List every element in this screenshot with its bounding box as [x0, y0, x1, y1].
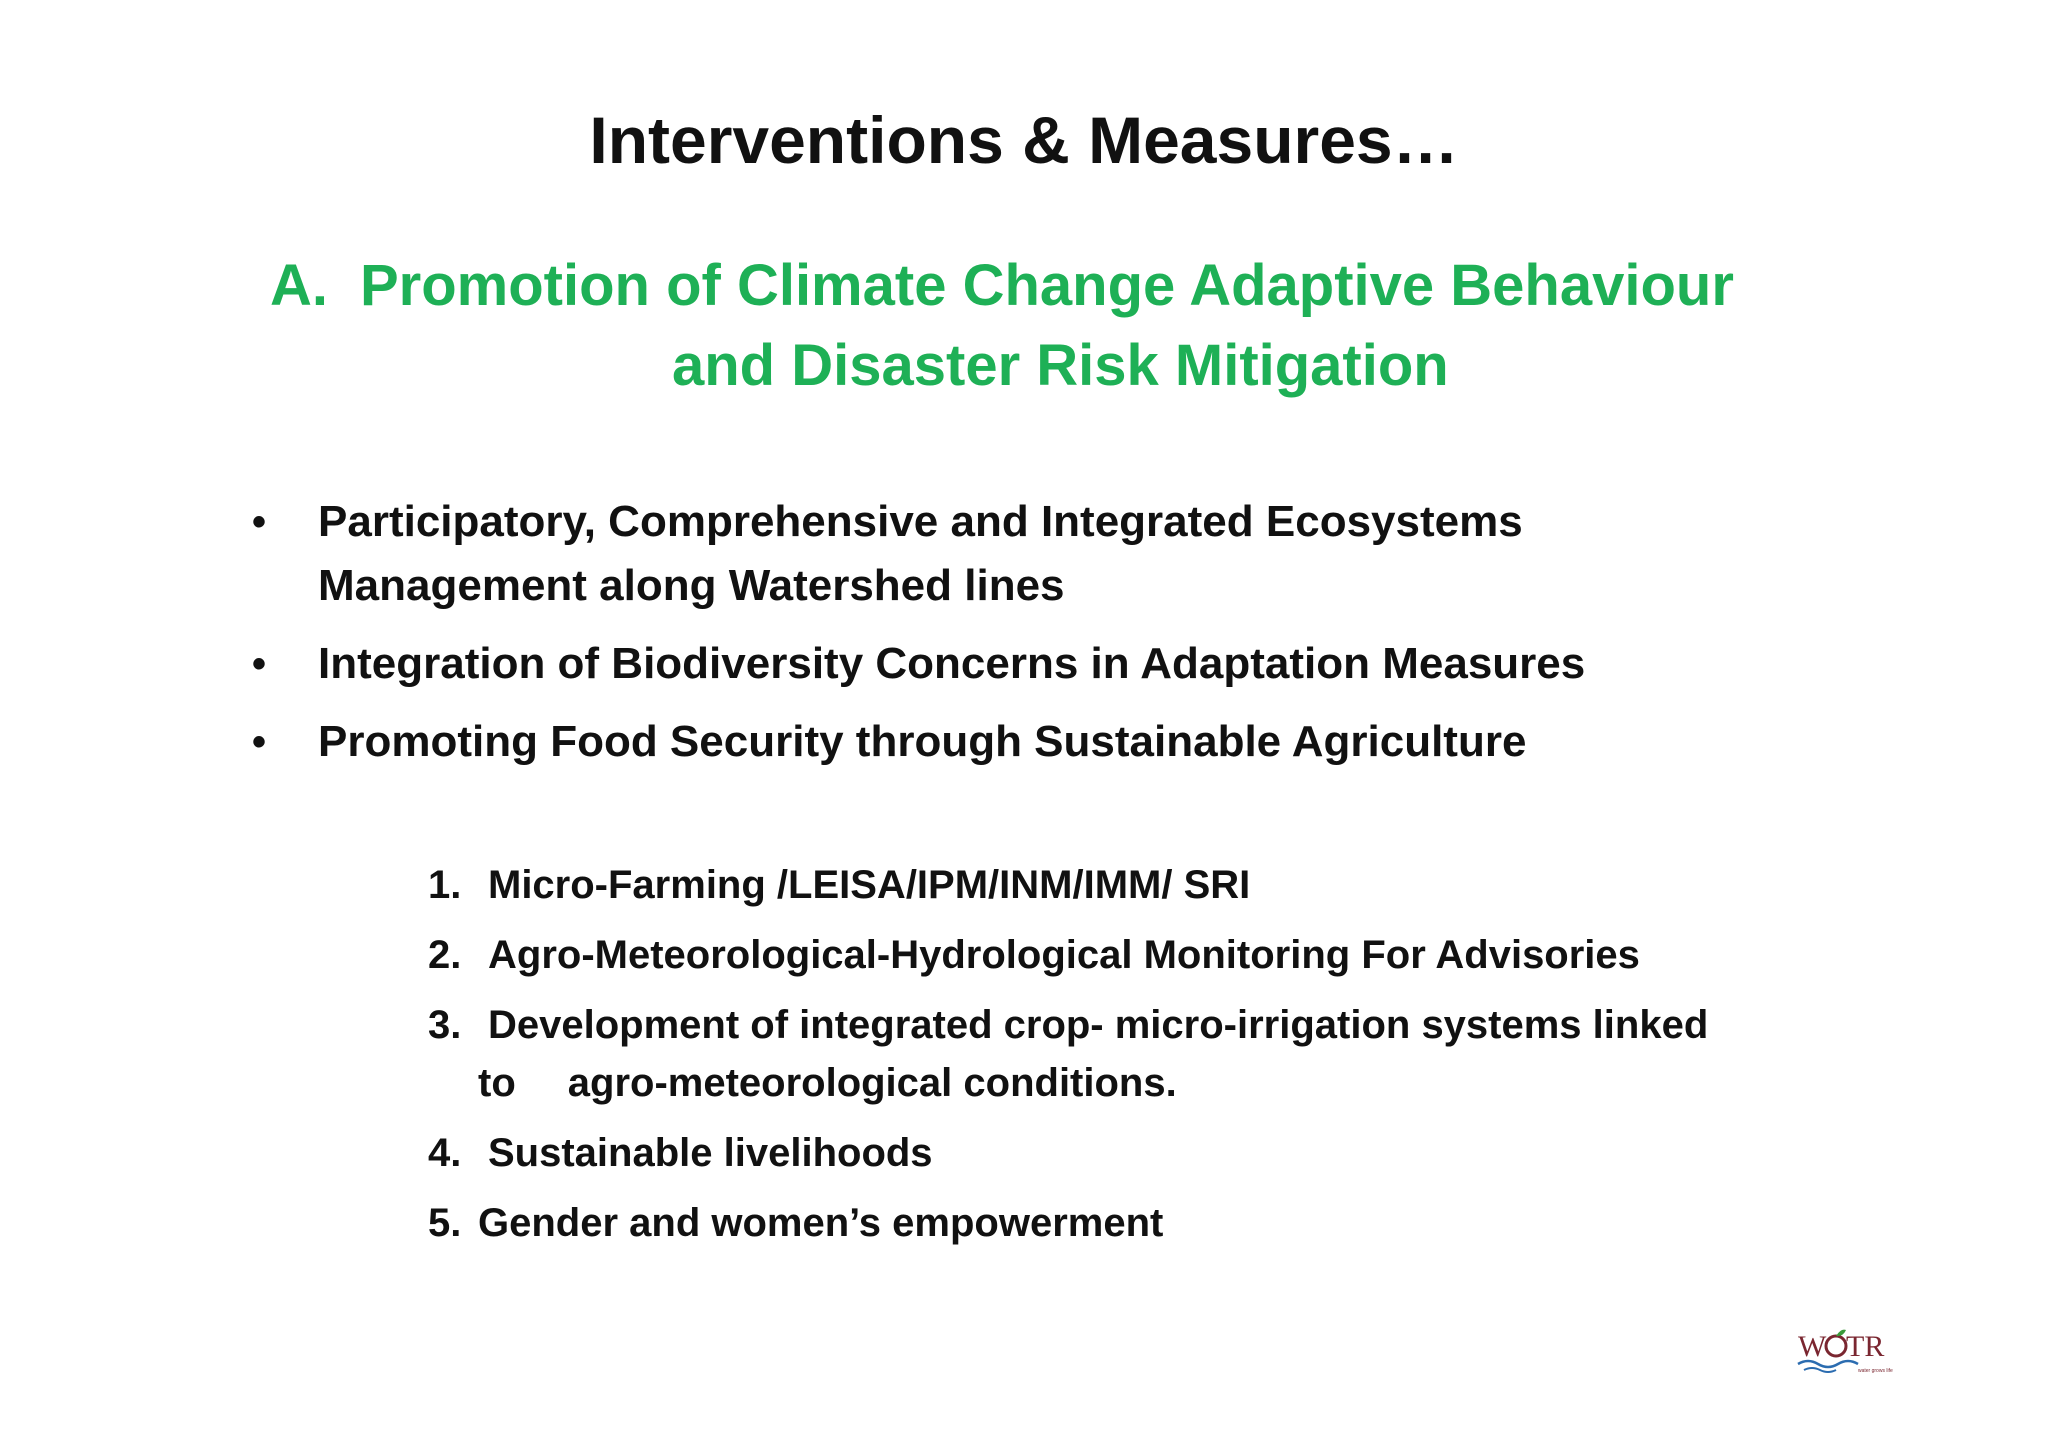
bullet-text: Promoting Food Security through Sustainable Agriculture [318, 717, 1527, 766]
item-text: Development of integrated crop- micro-irrigation systems linked [488, 1003, 1709, 1047]
section-title-line-2: and Disaster Risk Mitigation [672, 333, 1449, 398]
water-wave-icon-2 [1804, 1368, 1836, 1372]
bullet-item [248, 490, 1748, 618]
item-number: 2. [428, 933, 462, 977]
slide-title: Interventions & Measures… [589, 103, 1459, 177]
item-text: Agro-Meteorological-Hydrological Monitoring For Advisories [488, 933, 1640, 977]
bullet-text: Integration of Biodiversity Concerns in Adaptation Measures [318, 639, 1586, 688]
item-number: 3. [428, 1003, 462, 1047]
numbered-item [428, 1194, 1828, 1252]
logo-globe-icon [1826, 1336, 1846, 1356]
item-number: 4. [428, 1131, 462, 1175]
section-heading [270, 246, 1830, 406]
item-text: Micro-Farming /LEISA/IPM/INM/IMM/ SRI [488, 863, 1251, 907]
numbered-item [428, 856, 1828, 914]
bullet-list [248, 490, 1748, 788]
water-wave-icon [1798, 1361, 1858, 1367]
numbered-item [428, 1124, 1828, 1182]
bullet-marker: • [252, 500, 267, 544]
item-number: 5. [428, 1201, 462, 1245]
logo-tagline: water grows life [1858, 1368, 1893, 1374]
item-continuation-word: to [478, 1061, 516, 1105]
wotr-logo [1796, 1326, 1896, 1378]
item-continuation-text: agro-meteorological conditions. [567, 1061, 1177, 1105]
logo-wordmark-left: W [1798, 1330, 1827, 1363]
bullet-item [248, 632, 1748, 696]
item-text: Sustainable livelihoods [488, 1131, 933, 1175]
leaf-icon [1836, 1330, 1846, 1337]
numbered-item [428, 926, 1828, 984]
section-title-line-1: Promotion of Climate Change Adaptive Behaviour [360, 253, 1734, 318]
bullet-marker: • [252, 642, 267, 686]
numbered-item [428, 996, 1828, 1112]
section-heading-line-1 [270, 246, 1830, 326]
bullet-text-line-2: Management along Watershed lines [318, 561, 1065, 610]
bullet-item [248, 710, 1748, 774]
item-number: 1. [428, 863, 462, 907]
section-letter: A. [270, 253, 328, 318]
numbered-list [428, 856, 1828, 1264]
bullet-marker: • [252, 720, 267, 764]
bullet-text-line-1: Participatory, Comprehensive and Integrated Ecosystems [318, 497, 1523, 546]
logo-wordmark-right: TR [1846, 1330, 1885, 1363]
item-continuation [428, 1054, 1828, 1112]
item-text: Gender and women’s empowerment [478, 1201, 1164, 1245]
